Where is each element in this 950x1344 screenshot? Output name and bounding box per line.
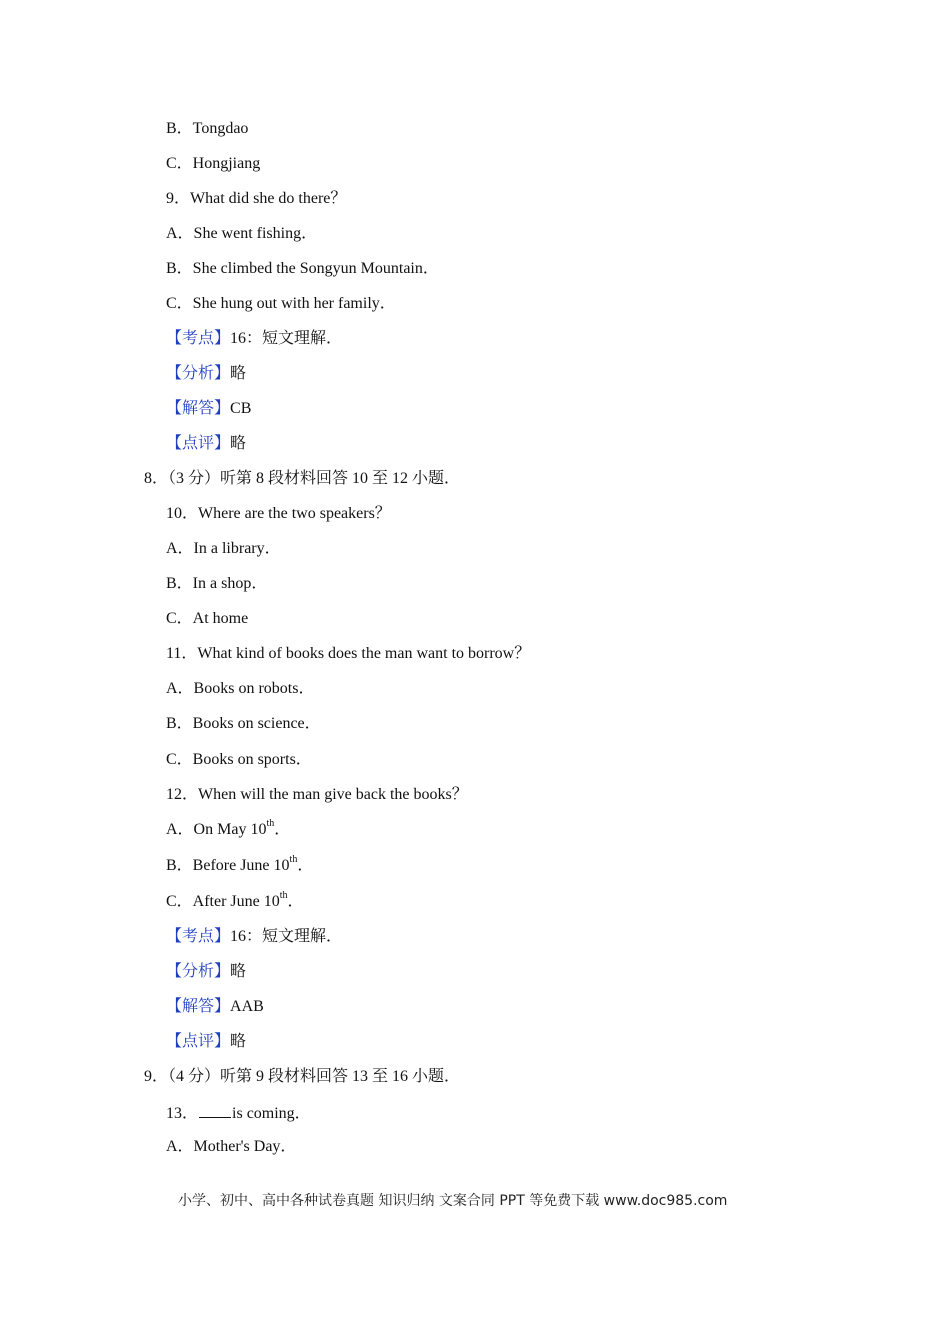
fenxi-text: 略 xyxy=(230,365,247,382)
option-b-before-june-10 xyxy=(166,853,314,876)
section-8-heading: 8．（3 分）听第 8 段材料回答 10 至 12 小题． xyxy=(144,470,461,487)
section-9-heading: 9．（4 分）听第 9 段材料回答 13 至 16 小题． xyxy=(144,1068,461,1085)
fenxi-row-1 xyxy=(166,364,246,384)
page-footer: 小学、初中、高中各种试卷真题 知识归纳 文案合同 PPT 等免费下载 www.doc985.com xyxy=(178,1193,728,1209)
dianping-text: 略 xyxy=(230,435,247,452)
jieda-row-2 xyxy=(166,997,264,1017)
option-c-after-june-10 xyxy=(166,889,304,912)
option-a-may-10-text: A．On May 10 xyxy=(166,821,267,838)
fenxi-row-2 xyxy=(166,962,246,982)
jieda-tag: 【解答】 xyxy=(166,400,231,417)
option-a-may-10 xyxy=(166,817,291,840)
jieda-text: AAB xyxy=(230,998,264,1015)
jieda-tag: 【解答】 xyxy=(166,998,231,1015)
question-9: 9．What did she do there？ xyxy=(166,190,347,207)
fenxi-tag: 【分析】 xyxy=(166,963,231,980)
option-c-hung-out: C．She hung out with her family． xyxy=(166,295,396,312)
dianping-row-2 xyxy=(166,1032,246,1052)
kaodian-tag: 【考点】 xyxy=(166,330,231,347)
option-a-mothers-day: A．Mother's Day． xyxy=(166,1138,297,1155)
option-b-tongdao: B．Tongdao xyxy=(166,120,249,137)
option-a-robots: A．Books on robots． xyxy=(166,680,315,697)
option-b-science: B．Books on science． xyxy=(166,715,321,732)
kaodian-text: 16：短文理解． xyxy=(230,928,343,945)
dianping-row-1 xyxy=(166,434,246,454)
option-b-before-june-10-sup: th xyxy=(289,853,298,865)
kaodian-row-2 xyxy=(166,927,342,947)
option-a-library: A．In a library． xyxy=(166,540,281,557)
option-c-sports: C．Books on sports． xyxy=(166,751,312,768)
kaodian-text: 16：短文理解． xyxy=(230,330,343,347)
option-a-fishing: A．She went fishing． xyxy=(166,225,318,242)
option-c-after-june-10-sup: th xyxy=(279,889,288,901)
jieda-row-1 xyxy=(166,399,251,419)
option-c-after-june-10-end: ． xyxy=(287,893,304,910)
question-13-text: is coming． xyxy=(232,1105,311,1122)
question-10: 10．Where are the two speakers？ xyxy=(166,505,391,522)
option-b-before-june-10-text: B．Before June 10 xyxy=(166,857,290,874)
dianping-tag: 【点评】 xyxy=(166,1033,231,1050)
dianping-tag: 【点评】 xyxy=(166,435,231,452)
option-a-may-10-sup: th xyxy=(266,817,275,829)
question-12: 12．When will the man give back the books？ xyxy=(166,786,468,803)
dianping-text: 略 xyxy=(230,1033,247,1050)
answer-blank xyxy=(199,1102,231,1118)
kaodian-tag: 【考点】 xyxy=(166,928,231,945)
fenxi-tag: 【分析】 xyxy=(166,365,231,382)
option-b-before-june-10-end: ． xyxy=(297,857,314,874)
fenxi-text: 略 xyxy=(230,963,247,980)
option-b-shop: B．In a shop． xyxy=(166,575,268,592)
option-b-climbed: B．She climbed the Songyun Mountain． xyxy=(166,260,439,277)
jieda-text: CB xyxy=(230,400,252,417)
question-13 xyxy=(166,1102,311,1122)
option-c-hongjiang: C．Hongjiang xyxy=(166,155,261,172)
option-c-after-june-10-text: C．After June 10 xyxy=(166,893,280,910)
question-11: 11．What kind of books does the man want to borrow？ xyxy=(166,645,531,662)
option-c-home: C．At home xyxy=(166,610,249,627)
question-13-number: 13． xyxy=(166,1105,199,1122)
kaodian-row-1 xyxy=(166,329,342,349)
option-a-may-10-end: ． xyxy=(274,821,291,838)
